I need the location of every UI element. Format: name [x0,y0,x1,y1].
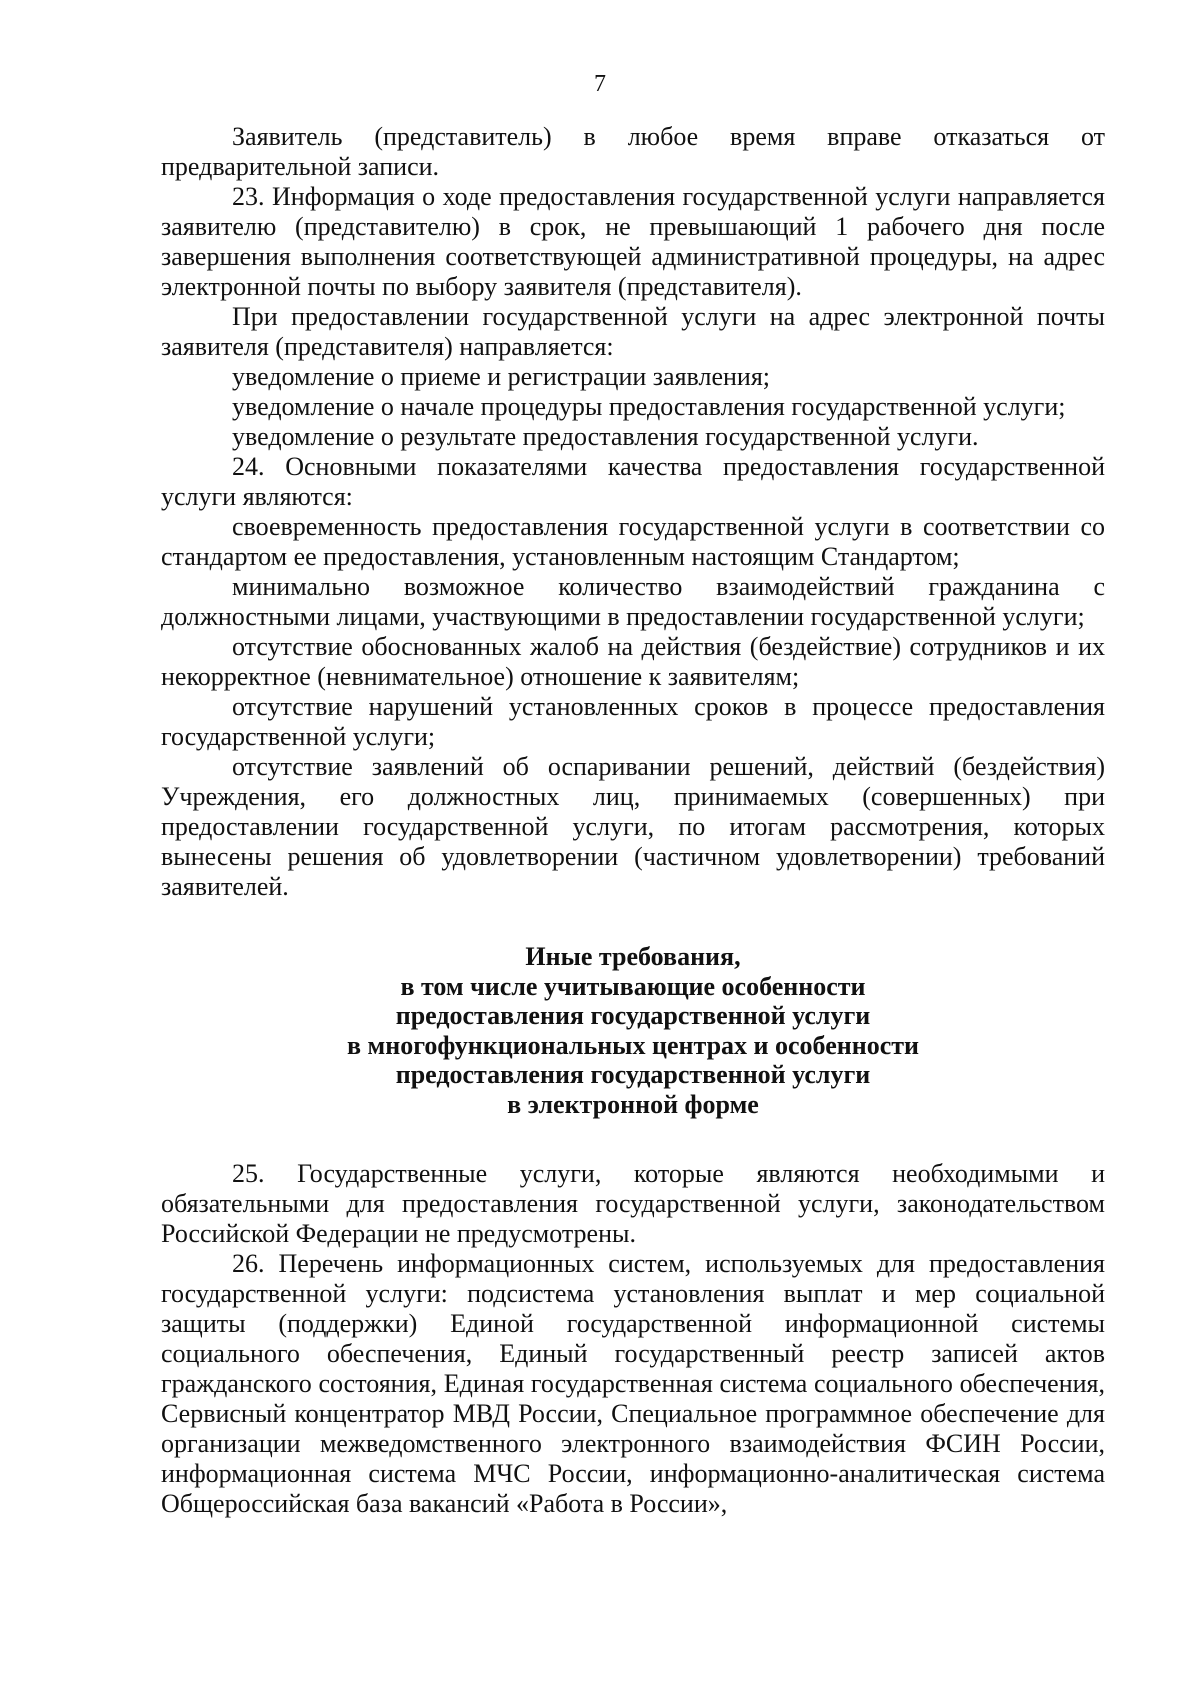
list-item: отсутствие заявлений об оспаривании решений, действий (бездействия) Учреждения, его должностных лиц, принимаемых (совершенных) при предоставлении государственной услуги, по итогам рассмотрения, которых вынесены решения об удовлетворении (частичном удовлетворении) требований заявителей. [161,752,1105,901]
heading-line: предоставления государственной услуги [395,1060,871,1089]
page-number: 7 [594,71,606,97]
document-body [161,122,1105,1519]
list-item: своевременность предоставления государственной услуги в соответствии со стандартом ее предоставления, установленным настоящим Стандартом; [161,512,1105,571]
heading-line: Иные требования, [525,942,741,971]
paragraph-cancel-appointment: Заявитель (представитель) в любое время вправе отказаться от предварительной записи. [161,122,1105,181]
paragraph-26: 26. Перечень информационных систем, используемых для предоставления государственной услуги: подсистема установления выплат и мер социальной защиты (поддержки) Единой государственной информационной системы социального обеспечения, Единый государственный реестр записей актов гражданского состояния, Единая государственная система социального обеспечения, Сервисный концентратор МВД России, Специальное программное обеспечение для организации межведомственного электронного взаимодействия ФСИН России, информационная система МЧС России, информационно-аналитическая система Общероссийская база вакансий «Работа в России», [161,1249,1105,1518]
list-item: уведомление о результате предоставления государственной услуги. [232,422,979,451]
paragraph-25: 25. Государственные услуги, которые являются необходимыми и обязательными для предоставления государственной услуги, законодательством Российской Федерации не предусмотрены. [161,1159,1105,1248]
paragraph-24: 24. Основными показателями качества предоставления государственной услуги являются: [161,452,1105,511]
list-item: минимально возможное количество взаимодействий гражданина с должностными лицами, участвующими в предоставлении государственной услуги; [161,572,1105,631]
list-item: уведомление о начале процедуры предоставления государственной услуги; [232,392,1066,421]
list-item: отсутствие нарушений установленных сроков в процессе предоставления государственной услуги; [161,692,1105,751]
paragraph-23: 23. Информация о ходе предоставления государственной услуги направляется заявителю (представителю) в срок, не превышающий 1 рабочего дня после завершения выполнения соответствующей административной процедуры, на адрес электронной почты по выбору заявителя (представителя). [161,182,1105,301]
list-item: уведомление о приеме и регистрации заявления; [232,362,771,391]
paragraph-email-notifications: При предоставлении государственной услуги на адрес электронной почты заявителя (представителя) направляется: [161,302,1105,361]
heading-line: предоставления государственной услуги [395,1001,871,1030]
list-item: отсутствие обоснованных жалоб на действия (бездействие) сотрудников и их некорректное (невнимательное) отношение к заявителям; [161,632,1105,691]
heading-line: в том числе учитывающие особенности [400,971,866,1001]
section-heading [161,942,1105,1119]
heading-line: в многофункциональных центрах и особенности [347,1030,919,1060]
heading-line: в электронной форме [507,1089,759,1119]
